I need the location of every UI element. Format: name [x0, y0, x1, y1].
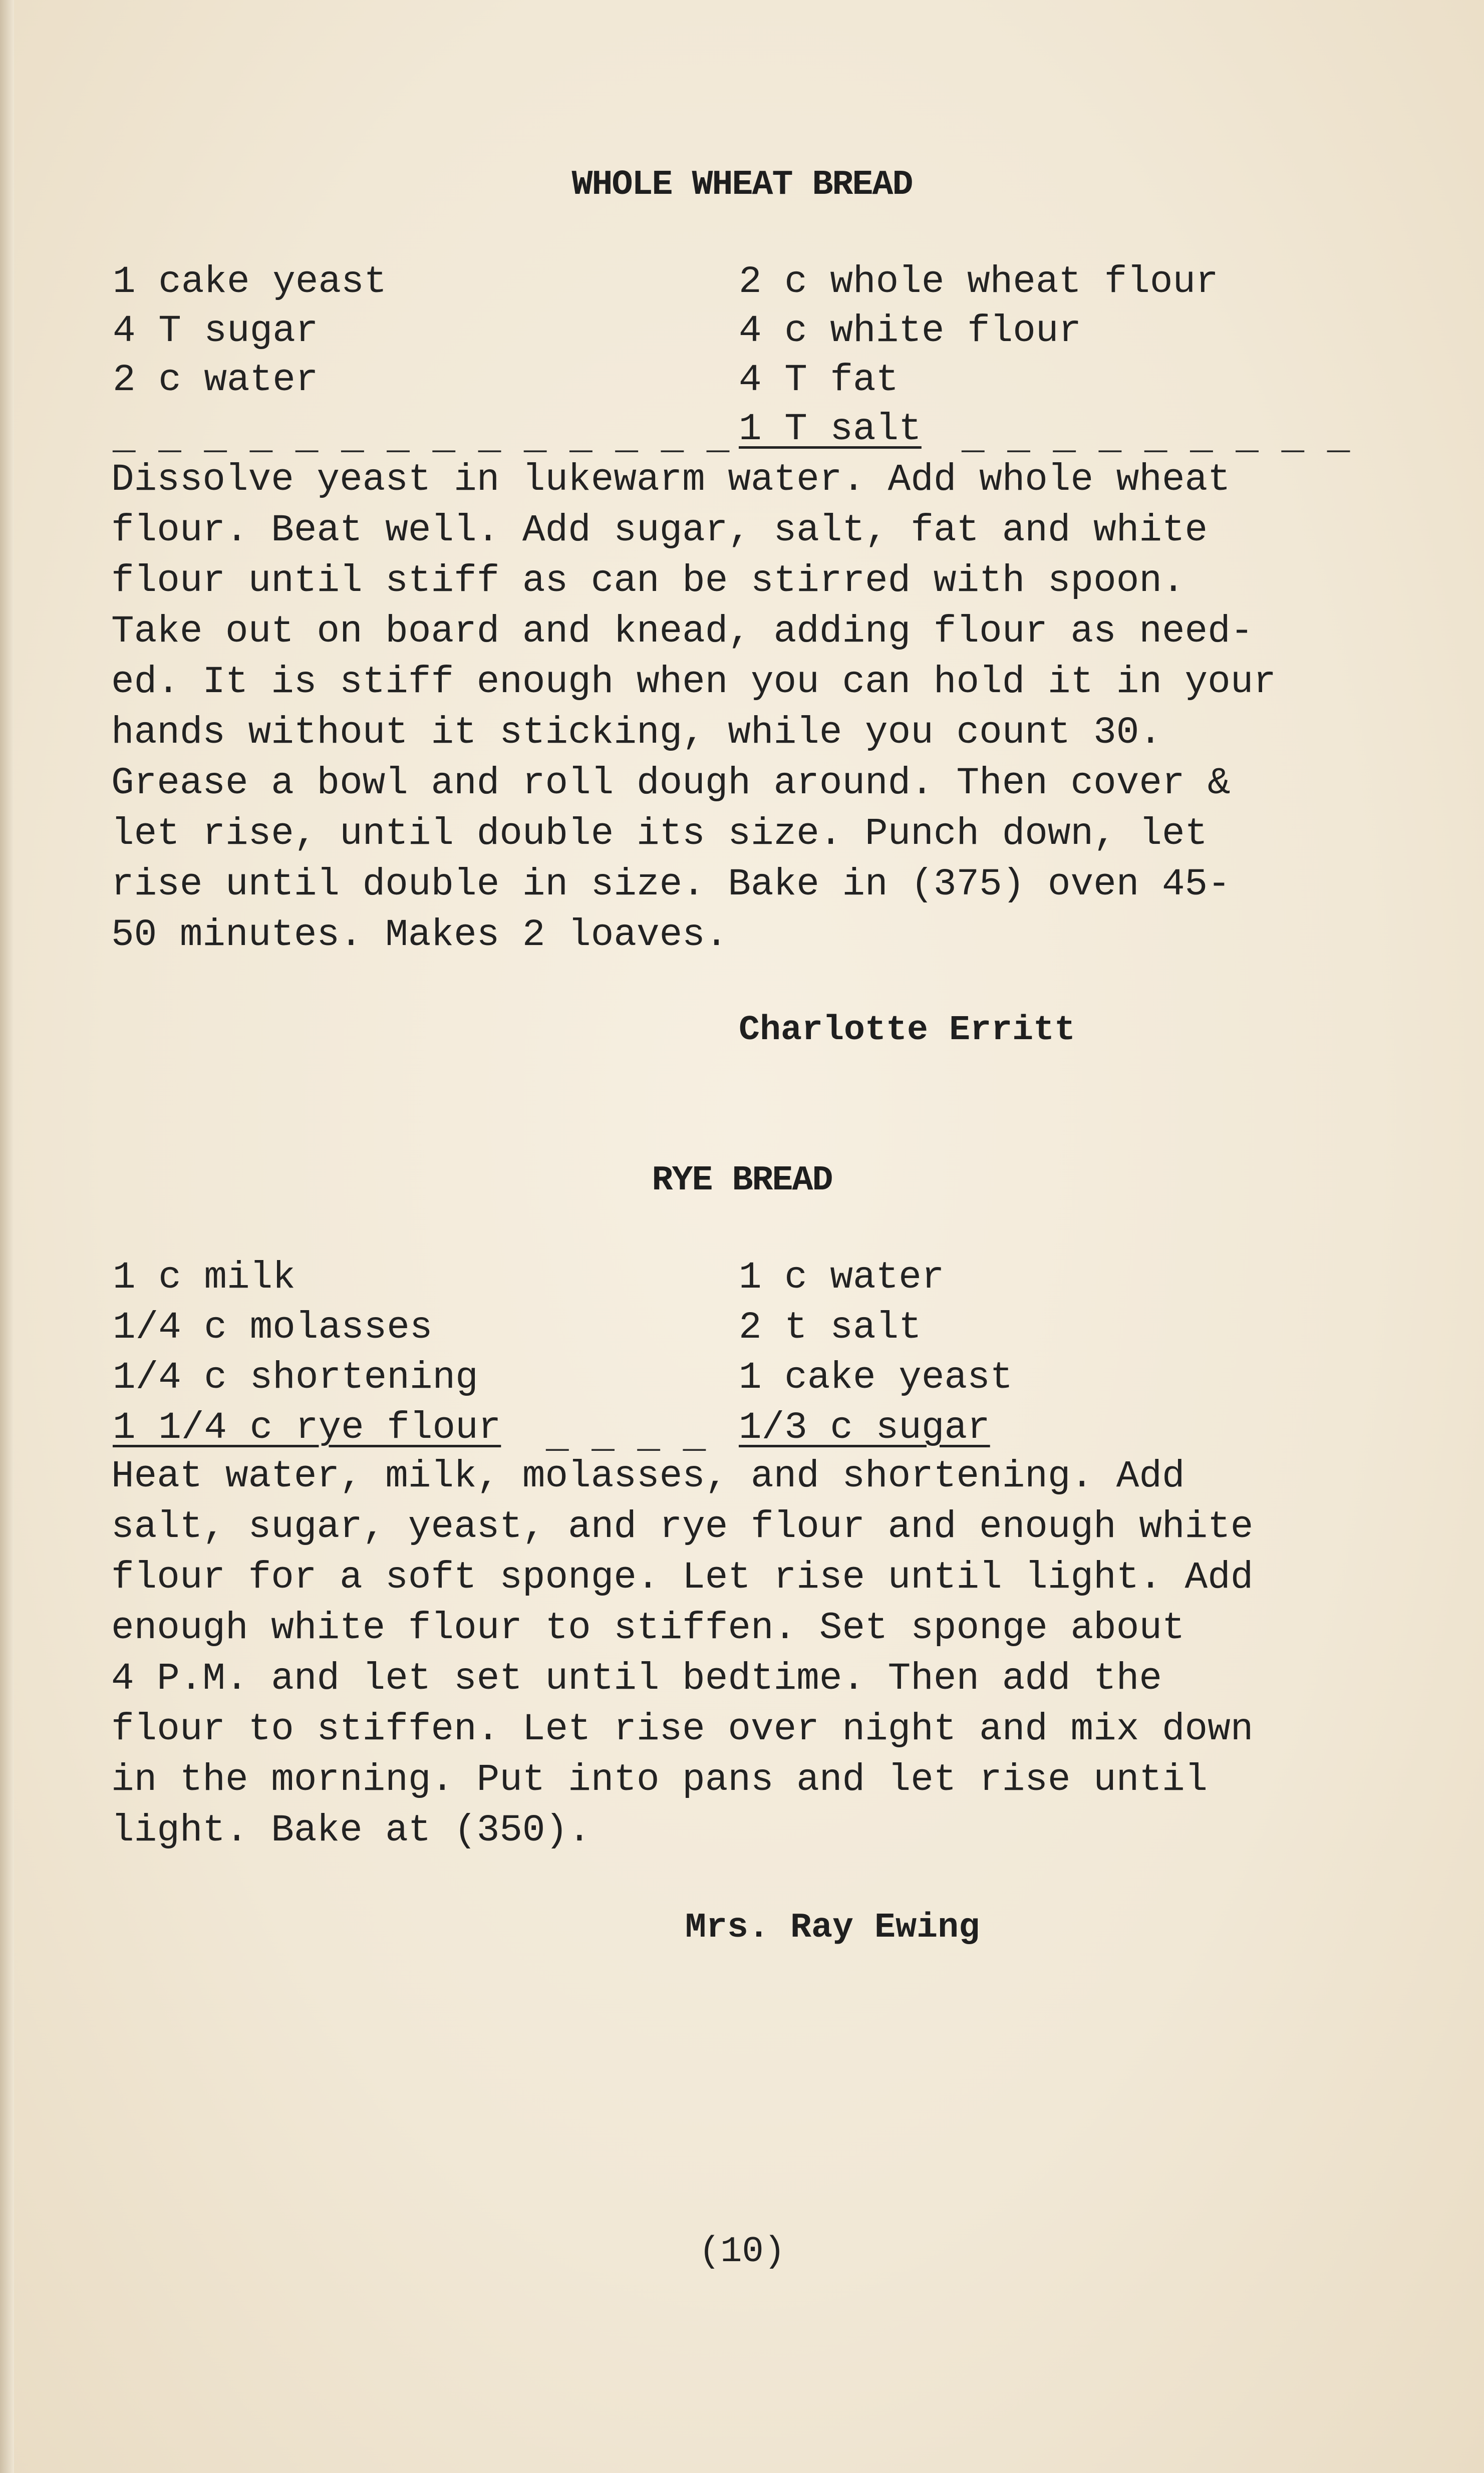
instruction-line: 50 minutes. Makes 2 loaves.: [111, 913, 728, 957]
instruction-line: 4 P.M. and let set until bedtime. Then add the: [111, 1657, 1162, 1700]
instruction-line: flour until stiff as can be stirred with spoon.: [111, 559, 1185, 602]
ingredient: 2 c water: [113, 359, 319, 402]
ingredient: 1 c milk: [113, 1256, 295, 1299]
ingredient: 2 c whole wheat flour: [739, 260, 1219, 303]
ingredient: 4 c white flour: [739, 310, 1082, 353]
page-edge: [0, 0, 14, 2473]
ingredient: 1 c water: [739, 1256, 945, 1299]
ingredient: 2 t salt: [739, 1306, 922, 1349]
ingredient: 4 T sugar: [113, 310, 319, 353]
instruction-line: hands without it sticking, while you count 30.: [111, 711, 1162, 754]
ingredient: 1 T salt: [739, 408, 922, 451]
instruction-line: Grease a bowl and roll dough around. Then cover &: [111, 762, 1231, 805]
instruction-line: salt, sugar, yeast, and rye flour and enough white: [111, 1505, 1254, 1549]
ingredient: 1 1/4 c rye flour: [113, 1406, 501, 1449]
instruction-line: Heat water, milk, molasses, and shortening. Add: [111, 1455, 1185, 1498]
ingredient: 1/4 c molasses: [113, 1306, 433, 1349]
separator-dashes: _ _ _ _: [546, 1415, 706, 1458]
separator-dashes: _ _ _ _ _ _ _ _ _: [962, 417, 1350, 460]
instruction-line: flour for a soft sponge. Let rise until light. Add: [111, 1556, 1254, 1599]
page-number: (10): [699, 2231, 785, 2272]
instruction-line: flour. Beat well. Add sugar, salt, fat and white: [111, 509, 1208, 552]
instruction-line: ed. It is stiff enough when you can hold it in your: [111, 661, 1276, 704]
recipe-author: Charlotte Erritt: [739, 1011, 1076, 1050]
ingredient: 1/3 c sugar: [739, 1406, 990, 1449]
instruction-line: flour to stiffen. Let rise over night and mix down: [111, 1708, 1254, 1751]
separator-dashes: _ _ _ _ _ _ _ _ _ _ _ _ _ _: [113, 417, 730, 460]
ingredient: 1/4 c shortening: [113, 1356, 478, 1399]
recipe-title-whole-wheat-bread: WHOLE WHEAT BREAD: [571, 165, 913, 205]
ingredient: 1 cake yeast: [739, 1356, 1013, 1399]
ingredient: 4 T fat: [739, 359, 899, 402]
instruction-line: rise until double in size. Bake in (375) oven 45-: [111, 863, 1231, 906]
instruction-line: enough white flour to stiffen. Set sponge about: [111, 1607, 1185, 1650]
instruction-line: Dissolve yeast in lukewarm water. Add whole wheat: [111, 458, 1231, 501]
recipe-title-rye-bread: RYE BREAD: [652, 1161, 832, 1200]
instruction-line: light. Bake at (350).: [111, 1809, 591, 1852]
recipe-author: Mrs. Ray Ewing: [685, 1908, 980, 1948]
ingredient: 1 cake yeast: [113, 260, 387, 303]
instruction-line: Take out on board and knead, adding flour as need-: [111, 610, 1254, 653]
instruction-line: let rise, until double its size. Punch down, let: [111, 812, 1208, 855]
instruction-line: in the morning. Put into pans and let rise until: [111, 1758, 1208, 1801]
